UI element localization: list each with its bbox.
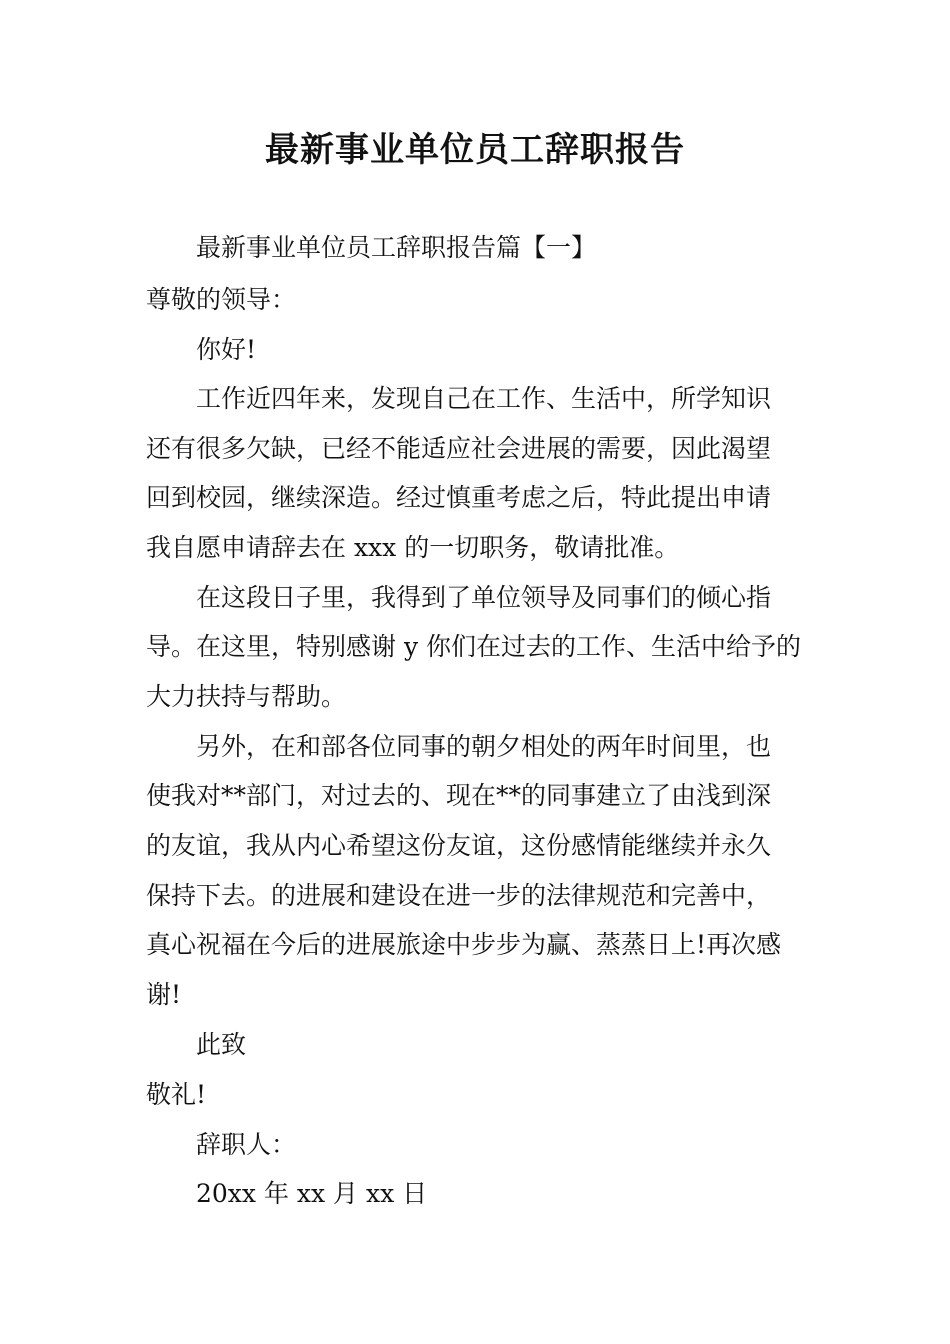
paragraph-3-line: 的友谊，我从内心希望这份友谊，这份感情能继续并永久 xyxy=(146,831,772,860)
paragraph-3-line: 使我对**部门，对过去的、现在**的同事建立了由浅到深 xyxy=(146,781,772,810)
paragraph-3-line: 谢! xyxy=(146,980,182,1009)
date: 20xx 年 xx 月 xx 日 xyxy=(196,1179,428,1208)
closing-line-1: 此致 xyxy=(196,1030,247,1059)
document-title: 最新事业单位员工辞职报告 xyxy=(265,130,685,170)
paragraph-2-line: 在这段日子里，我得到了单位领导及同事们的倾心指 xyxy=(196,583,772,612)
paragraph-3-line: 保持下去。的进展和建设在进一步的法律规范和完善中， xyxy=(146,881,772,910)
paragraph-1-line: 工作近四年来，发现自己在工作、生活中，所学知识 xyxy=(196,384,772,413)
paragraph-1-line: 我自愿申请辞去在 xxx 的一切职务，敬请批准。 xyxy=(146,533,680,562)
paragraph-2-line: 导。在这里，特别感谢 y 你们在过去的工作、生活中给予的 xyxy=(146,632,802,661)
paragraph-3-line: 真心祝福在今后的进展旅途中步步为赢、蒸蒸日上!再次感 xyxy=(146,930,782,959)
paragraph-1-line: 还有很多欠缺，已经不能适应社会进展的需要，因此渴望 xyxy=(146,434,772,463)
paragraph-1-line: 回到校园，继续深造。经过慎重考虑之后，特此提出申请 xyxy=(146,483,772,512)
paragraph-2-line: 大力扶持与帮助。 xyxy=(146,682,347,711)
greeting: 你好! xyxy=(196,335,257,364)
paragraph-3-line: 另外，在和部各位同事的朝夕相处的两年时间里，也 xyxy=(196,732,772,761)
salutation: 尊敬的领导： xyxy=(146,285,297,314)
signature-label: 辞职人： xyxy=(196,1130,297,1159)
closing-line-2: 敬礼! xyxy=(146,1080,207,1109)
section-heading: 最新事业单位员工辞职报告篇【一】 xyxy=(196,233,597,262)
